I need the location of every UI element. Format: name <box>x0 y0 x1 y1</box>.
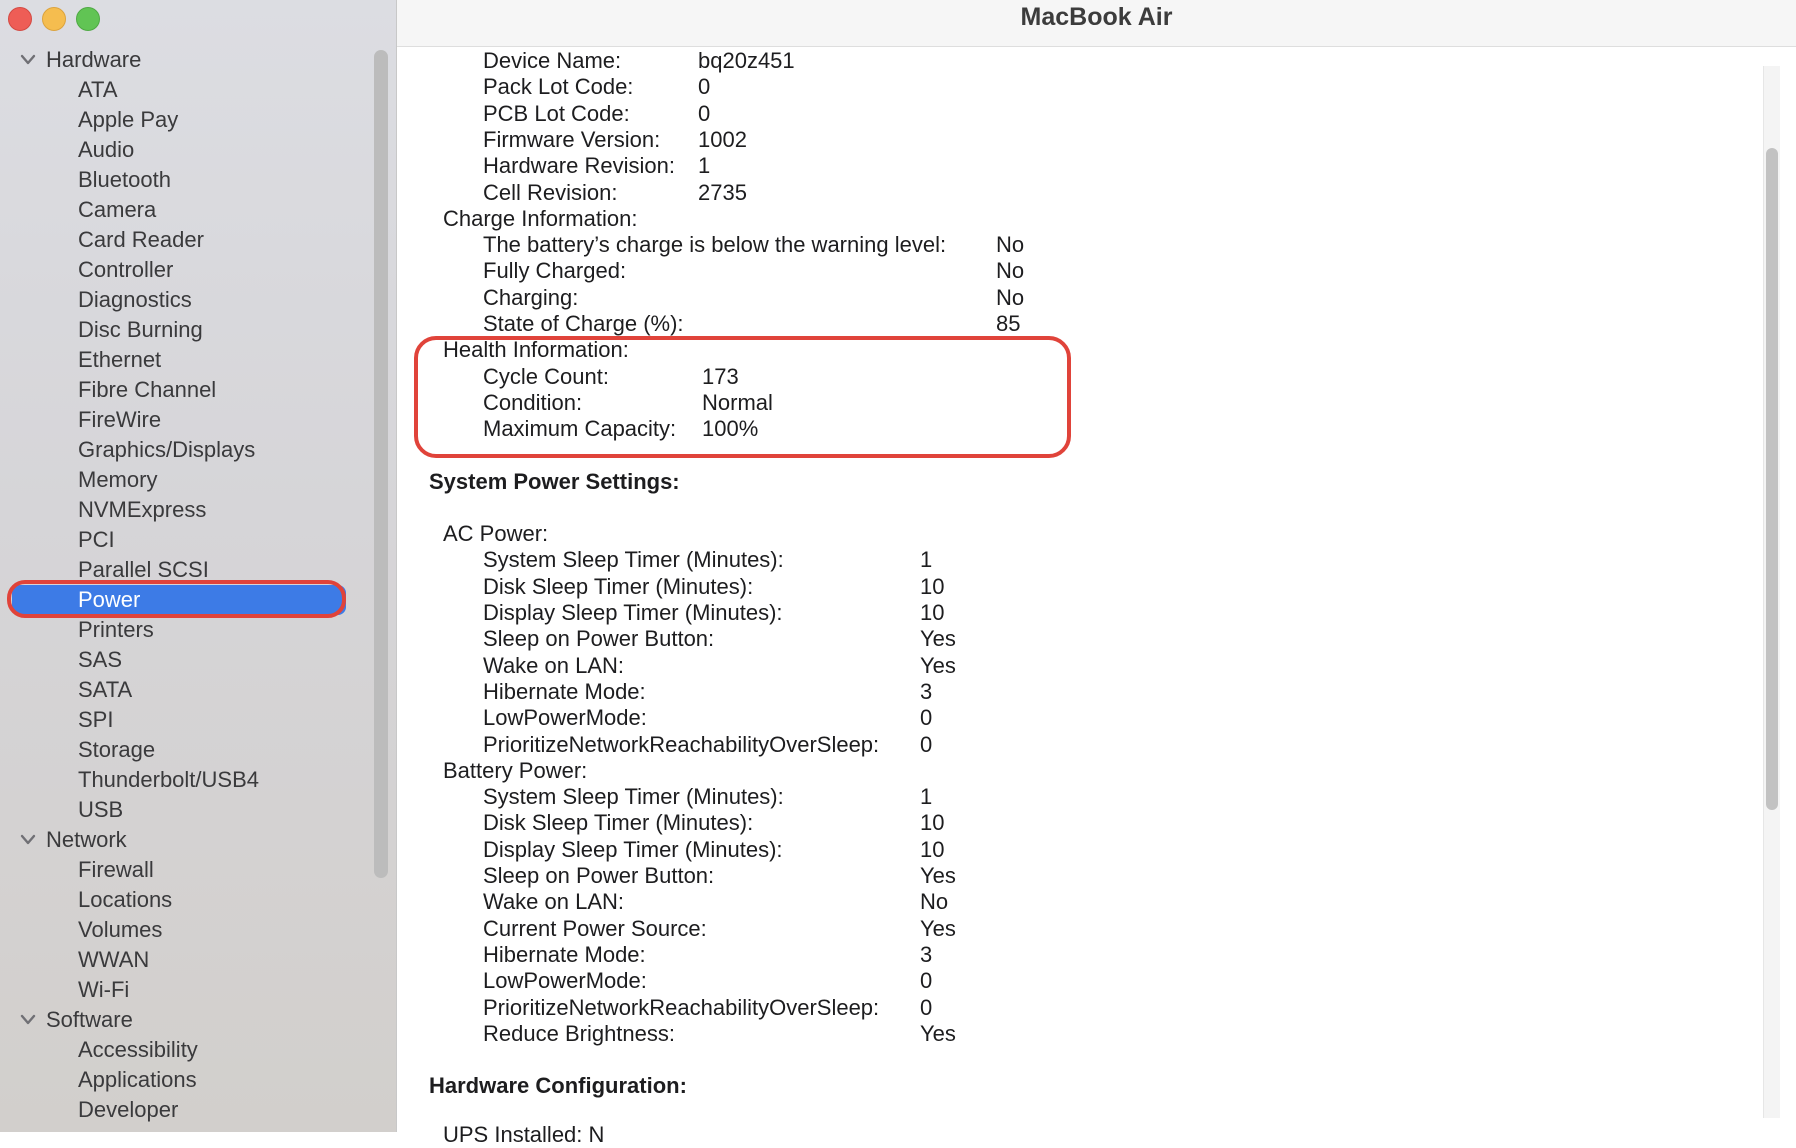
field-value: Yes <box>920 1020 956 1046</box>
sidebar-item-diagnostics[interactable] <box>0 285 370 315</box>
field-label: Charging: <box>483 284 579 310</box>
field-value: 100% <box>702 416 759 442</box>
field-label: PrioritizeNetworkReachabilityOverSleep: <box>483 994 880 1020</box>
field-value: Yes <box>920 915 956 941</box>
health-info-heading: Health Information: <box>443 337 629 363</box>
sidebar-item-label: SAS <box>78 647 123 672</box>
field-label: Hibernate Mode: <box>483 678 646 704</box>
sidebar-item-label: Locations <box>78 887 173 912</box>
close-button[interactable] <box>8 7 32 31</box>
sidebar-section-hardware[interactable] <box>0 45 370 75</box>
field-value: No <box>920 889 949 915</box>
sidebar-item-locations[interactable] <box>0 885 370 915</box>
sidebar-item-label: Developer <box>78 1097 179 1122</box>
sidebar-item-label: Graphics/Displays <box>78 437 256 462</box>
field-label: System Sleep Timer (Minutes): <box>483 784 784 810</box>
field-label: PCB Lot Code: <box>483 100 630 126</box>
sidebar-item-firewire[interactable] <box>0 405 370 435</box>
minimize-button[interactable] <box>42 7 66 31</box>
charge-info-heading: Charge Information: <box>443 205 638 231</box>
field-value: 0 <box>920 994 933 1020</box>
sidebar-item-usb[interactable] <box>0 795 370 825</box>
sidebar-section-label: Hardware <box>46 47 142 72</box>
sidebar-item-ethernet[interactable] <box>0 345 370 375</box>
field-label: State of Charge (%): <box>483 311 684 336</box>
field-value: 85 <box>996 311 1021 336</box>
sidebar-section-label: Network <box>46 827 127 852</box>
chevron-down-icon[interactable] <box>20 825 38 855</box>
sidebar-item-label: Memory <box>78 467 158 492</box>
sidebar-item-thunderbolt-usb4[interactable] <box>0 765 370 795</box>
sidebar-item-pci[interactable] <box>0 525 370 555</box>
field-value: 10 <box>920 600 945 625</box>
field-value: 10 <box>920 836 945 862</box>
field-value: 2735 <box>698 179 747 205</box>
field-label: Hibernate Mode: <box>483 941 646 967</box>
field-label: Disk Sleep Timer (Minutes): <box>483 573 754 599</box>
sidebar-item-graphics-displays[interactable] <box>0 435 370 465</box>
field-label: Firmware Version: <box>483 126 661 152</box>
sidebar-item-audio[interactable] <box>0 135 370 165</box>
field-label: Maximum Capacity: <box>483 416 677 442</box>
sidebar-item-label: Controller <box>78 257 174 282</box>
field-label: Cell Revision: <box>483 179 618 205</box>
sidebar-item-label: Audio <box>78 137 135 162</box>
field-label: Display Sleep Timer (Minutes): <box>483 836 783 862</box>
sidebar-section-software[interactable] <box>0 1005 370 1035</box>
field-label: Sleep on Power Button: <box>483 626 715 652</box>
field-label: Condition: <box>483 389 583 415</box>
sidebar-item-label: Diagnostics <box>78 287 192 312</box>
sidebar-item-camera[interactable] <box>0 195 370 225</box>
sidebar-item-accessibility[interactable] <box>0 1035 370 1065</box>
sidebar-item-label: Wi-Fi <box>78 977 130 1002</box>
system-power-heading: System Power Settings: <box>429 468 680 494</box>
sidebar-item-card-reader[interactable] <box>0 225 370 255</box>
field-label: Current Power Source: <box>483 915 707 941</box>
sidebar-item-label: USB <box>78 797 124 822</box>
sidebar-item-label: SPI <box>78 707 114 732</box>
field-value: 0 <box>698 100 711 126</box>
sidebar-item-label: Printers <box>78 617 154 642</box>
sidebar-item-label: NVMExpress <box>78 497 207 522</box>
sidebar-item-label: Card Reader <box>78 227 204 252</box>
field-value: Normal <box>702 389 773 415</box>
field-label: LowPowerMode: <box>483 705 647 731</box>
sidebar-item-label: SATA <box>78 677 133 702</box>
sidebar-item-storage[interactable] <box>0 735 370 765</box>
field-label: System Sleep Timer (Minutes): <box>483 547 784 573</box>
sidebar-item-label: Ethernet <box>78 347 162 372</box>
sidebar-item-apple-pay[interactable] <box>0 105 370 135</box>
content-scrollbar-thumb[interactable] <box>1766 148 1778 810</box>
field-label: Reduce Brightness: <box>483 1020 675 1046</box>
field-label: The battery’s charge is below the warning level: <box>483 232 947 258</box>
field-label: Display Sleep Timer (Minutes): <box>483 600 783 625</box>
field-label: Wake on LAN: <box>483 652 625 678</box>
field-value: No <box>996 258 1025 284</box>
sidebar-item-memory[interactable] <box>0 465 370 495</box>
battery-power-heading: Battery Power: <box>443 757 588 783</box>
window-controls <box>8 7 100 31</box>
sidebar-item-label: Storage <box>78 737 156 762</box>
sidebar-item-label: Parallel SCSI <box>78 557 209 582</box>
sidebar-item-applications[interactable] <box>0 1065 370 1095</box>
sidebar-item-label: Disc Burning <box>78 317 203 342</box>
field-value: 0 <box>920 705 933 731</box>
field-value: 1 <box>698 153 711 179</box>
window-title: MacBook Air <box>1020 3 1173 31</box>
hardware-config-heading: Hardware Configuration: <box>429 1073 687 1099</box>
sidebar-item-label: Power <box>78 587 141 612</box>
sidebar-item-sas[interactable] <box>0 645 370 675</box>
sidebar <box>0 0 397 1132</box>
field-label: Pack Lot Code: <box>483 74 634 100</box>
chevron-down-icon[interactable] <box>20 1005 38 1035</box>
field-label: LowPowerMode: <box>483 968 647 994</box>
sidebar-item-label: Applications <box>78 1067 197 1092</box>
sidebar-item-volumes[interactable] <box>0 915 370 945</box>
field-value: 10 <box>920 810 945 836</box>
sidebar-item-label: PCI <box>78 527 115 552</box>
content-scrollbar[interactable] <box>1763 66 1780 1118</box>
sidebar-item-wwan[interactable] <box>0 945 370 975</box>
field-value: 0 <box>920 968 933 994</box>
field-value: 0 <box>698 74 711 100</box>
field-value: 1 <box>920 547 933 573</box>
sidebar-item-disc-burning[interactable] <box>0 315 370 345</box>
field-label: Disk Sleep Timer (Minutes): <box>483 810 754 836</box>
sidebar-item-power[interactable] <box>0 585 370 615</box>
sidebar-section-network[interactable] <box>0 825 370 855</box>
field-value: Yes <box>920 626 956 652</box>
sidebar-item-label: ATA <box>78 77 118 102</box>
zoom-button[interactable] <box>76 7 100 31</box>
ac-power-heading: AC Power: <box>443 521 549 547</box>
field-value: 3 <box>920 941 933 967</box>
field-label: PrioritizeNetworkReachabilityOverSleep: <box>483 731 880 757</box>
sidebar-item-label: WWAN <box>78 947 150 972</box>
field-label: Wake on LAN: <box>483 889 625 915</box>
field-value: 173 <box>702 363 739 389</box>
sidebar-item-label: Bluetooth <box>78 167 171 192</box>
field-value: No <box>996 232 1025 258</box>
sidebar-item-label: Accessibility <box>78 1037 198 1062</box>
sidebar-item-nvmexpress[interactable] <box>0 495 370 525</box>
sidebar-scrollbar[interactable] <box>374 50 388 878</box>
sidebar-item-firewall[interactable] <box>0 855 370 885</box>
field-value: 10 <box>920 573 945 599</box>
field-value: 1 <box>920 784 933 810</box>
sidebar-item-label: Apple Pay <box>78 107 179 132</box>
sidebar-item-label: Thunderbolt/USB4 <box>78 767 259 792</box>
chevron-down-icon[interactable] <box>20 45 38 75</box>
field-value: 3 <box>920 678 933 704</box>
field-label: Sleep on Power Button: <box>483 863 715 888</box>
sidebar-item-sata[interactable] <box>0 675 370 705</box>
field-label: Hardware Revision: <box>483 153 675 179</box>
selection-annotation-ring <box>7 580 346 618</box>
sidebar-item-controller[interactable] <box>0 255 370 285</box>
sidebar-item-label: Camera <box>78 197 157 222</box>
field-value: No <box>996 284 1025 310</box>
sidebar-item-bluetooth[interactable] <box>0 165 370 195</box>
sidebar-item-printers[interactable] <box>0 615 370 645</box>
sidebar-section-label: Software <box>46 1007 133 1032</box>
sidebar-item-label: Fibre Channel <box>78 377 217 402</box>
sidebar-item-label: Firewall <box>78 857 154 882</box>
sidebar-item-label: FireWire <box>78 407 162 432</box>
field-value: bq20z451 <box>698 48 795 73</box>
title-bar <box>397 0 1796 47</box>
sidebar-item-wi-fi[interactable] <box>0 975 370 1005</box>
report-content <box>397 47 1752 1147</box>
sidebar-item-label: Volumes <box>78 917 163 942</box>
field-value: 0 <box>920 731 933 757</box>
hardware-config-partial-line: UPS Installed: N <box>443 1121 605 1147</box>
sidebar-item-fibre-channel[interactable] <box>0 375 370 405</box>
field-value: Yes <box>920 652 956 678</box>
sidebar-item-developer[interactable] <box>0 1095 370 1125</box>
field-value: 1002 <box>698 126 747 152</box>
field-label: Device Name: <box>483 48 622 73</box>
field-label: Cycle Count: <box>483 363 609 389</box>
field-value: Yes <box>920 863 956 888</box>
sidebar-tree <box>0 45 370 1125</box>
field-label: Fully Charged: <box>483 258 627 284</box>
sidebar-item-spi[interactable] <box>0 705 370 735</box>
sidebar-item-ata[interactable] <box>0 75 370 105</box>
